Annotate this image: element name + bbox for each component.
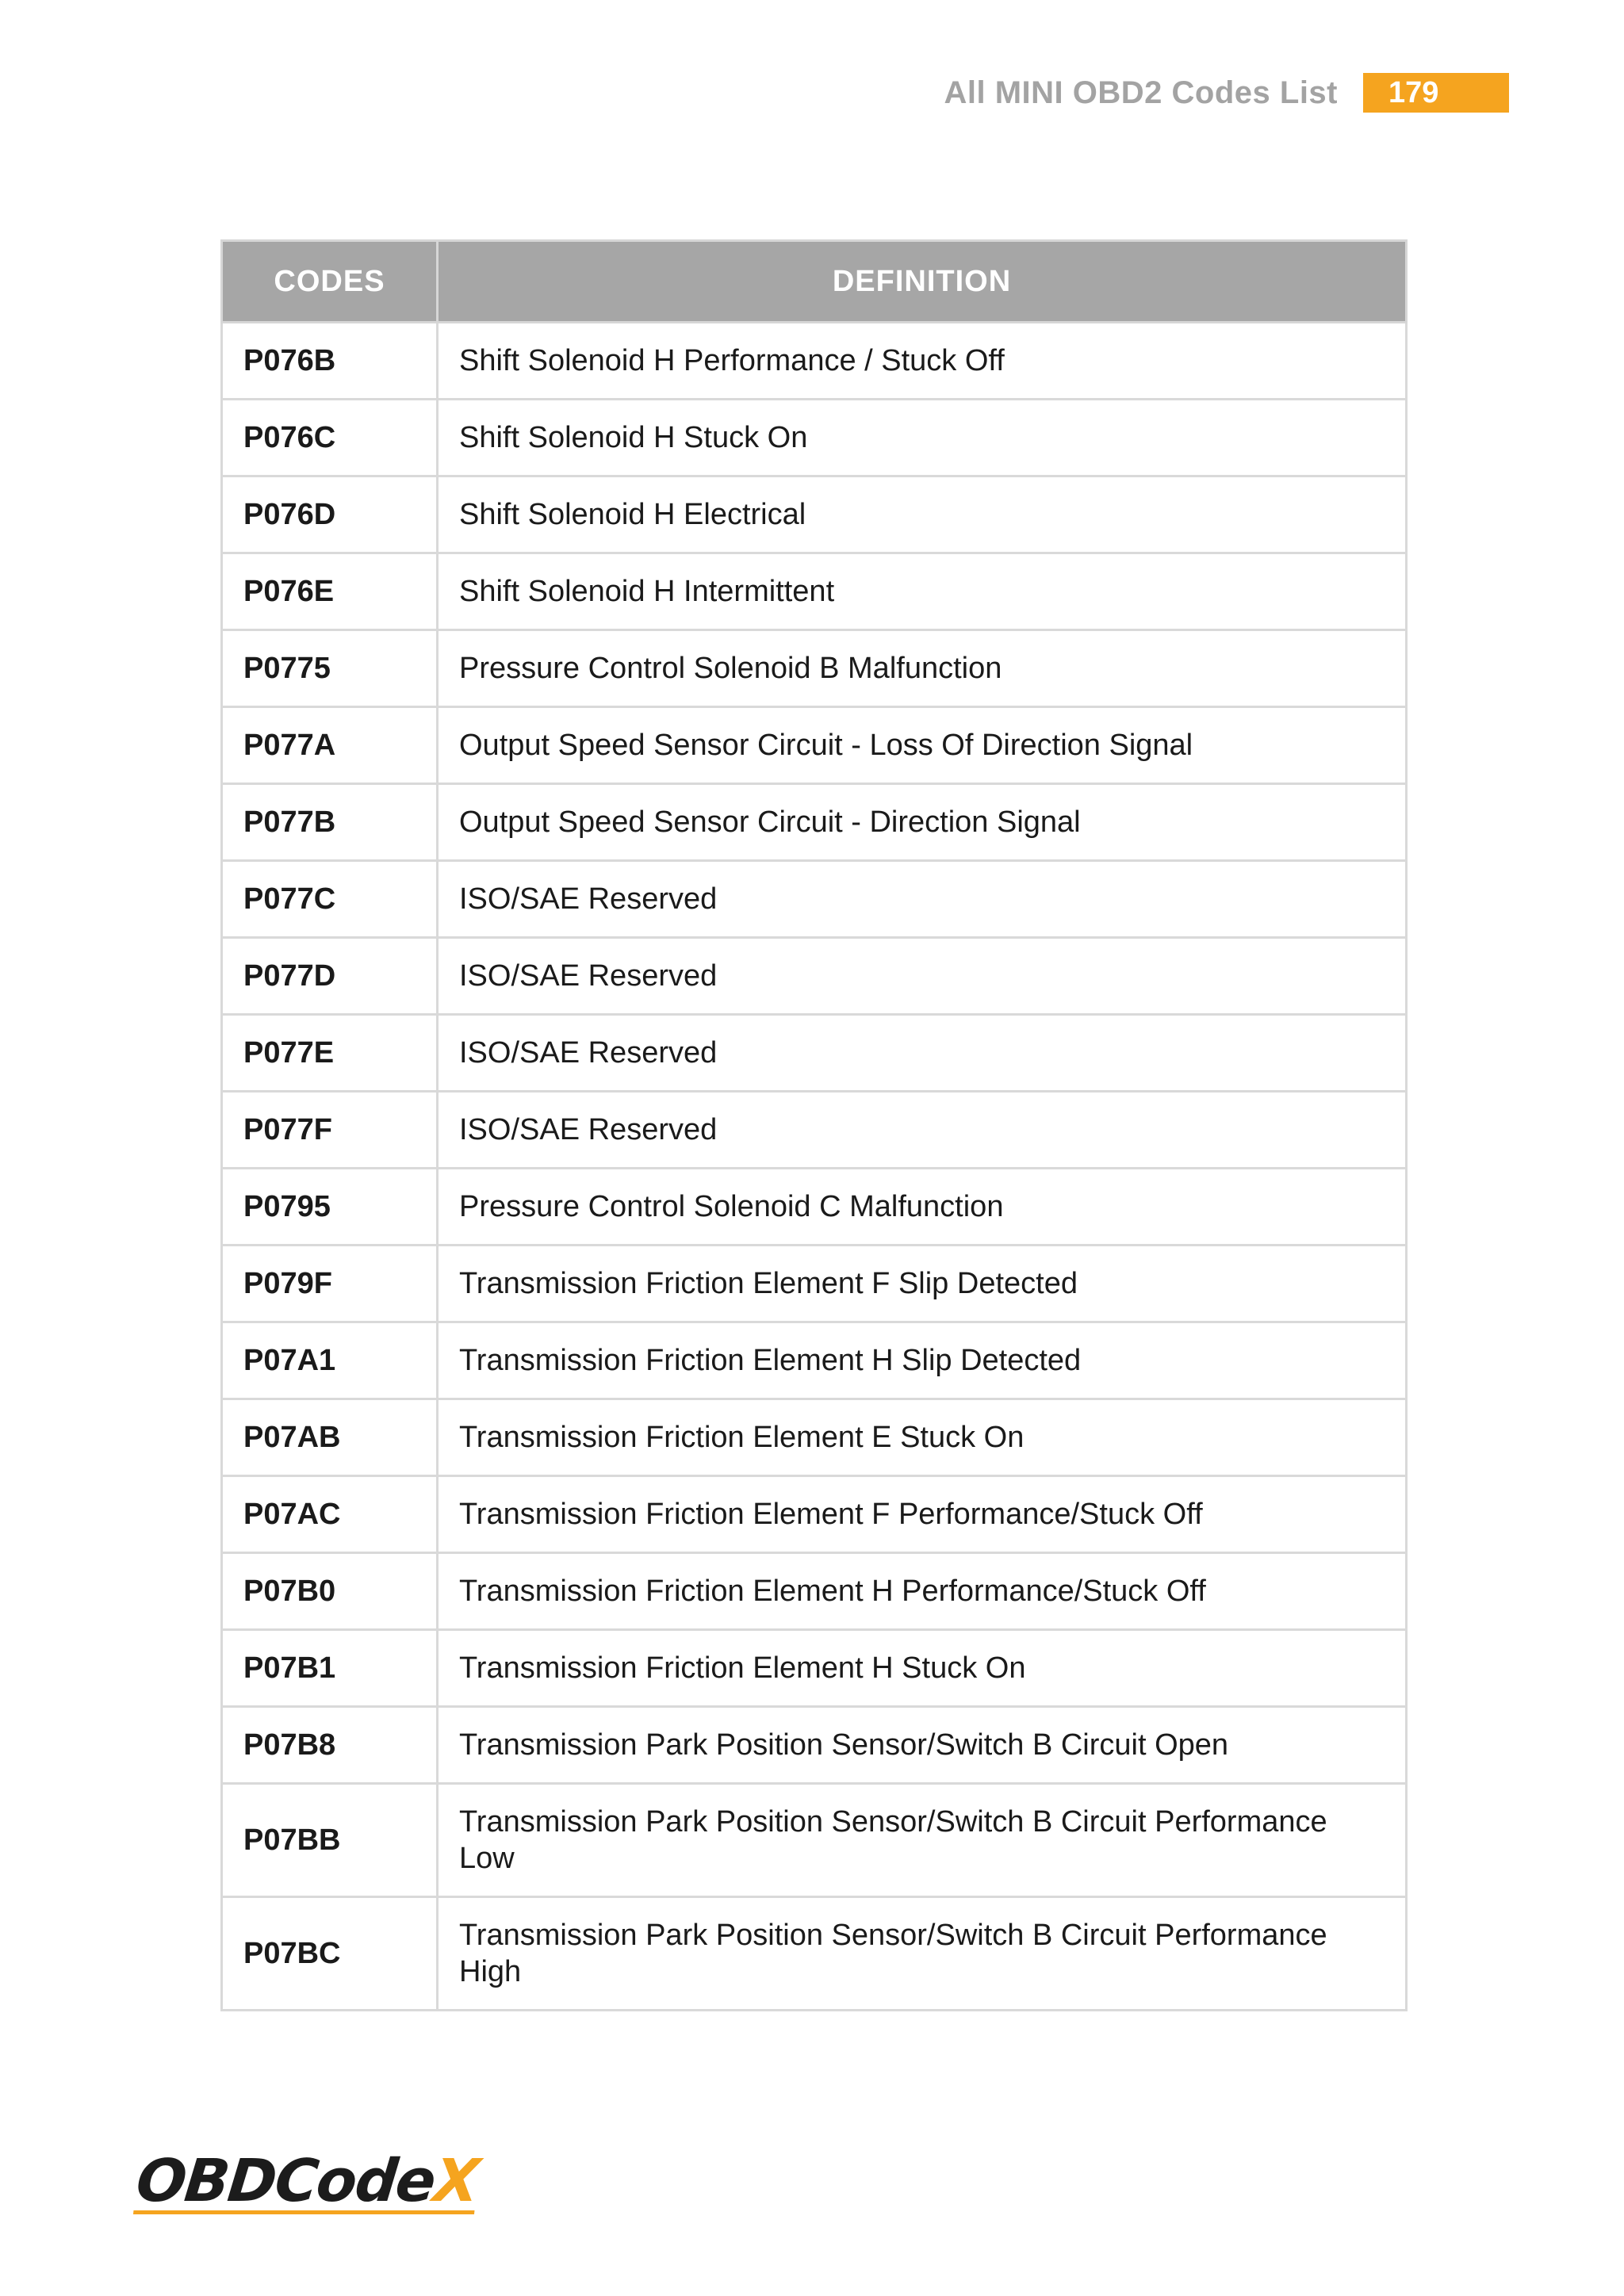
table-row — [222, 630, 1407, 707]
definition-cell: Output Speed Sensor Circuit - Direction Signal — [438, 784, 1407, 861]
table-row — [222, 1476, 1407, 1553]
table-row — [222, 1169, 1407, 1246]
page-header — [944, 73, 1510, 113]
definition-cell: Shift Solenoid H Intermittent — [438, 553, 1407, 630]
table-row — [222, 707, 1407, 784]
code-cell: P07BC — [222, 1897, 438, 2011]
code-cell: P07B0 — [222, 1553, 438, 1630]
table-row — [222, 1246, 1407, 1322]
table-row — [222, 323, 1407, 400]
code-cell: P076C — [222, 400, 438, 476]
definition-cell: Transmission Friction Element F Slip Detected — [438, 1246, 1407, 1322]
page-number-badge: 179 — [1363, 73, 1509, 113]
definition-cell: Shift Solenoid H Stuck On — [438, 400, 1407, 476]
code-cell: P07B8 — [222, 1707, 438, 1784]
definition-cell: Output Speed Sensor Circuit - Loss Of Direction Signal — [438, 707, 1407, 784]
code-cell: P076B — [222, 323, 438, 400]
code-cell: P07A1 — [222, 1322, 438, 1399]
definition-cell: ISO/SAE Reserved — [438, 861, 1407, 938]
code-cell: P077E — [222, 1015, 438, 1092]
code-cell: P0795 — [222, 1169, 438, 1246]
definition-cell: Transmission Friction Element H Slip Detected — [438, 1322, 1407, 1399]
logo-text: OBDCode — [132, 2147, 438, 2215]
definition-cell: Transmission Friction Element H Stuck On — [438, 1630, 1407, 1707]
table-row — [222, 861, 1407, 938]
code-cell: P07AC — [222, 1476, 438, 1553]
column-header-codes: CODES — [222, 241, 438, 323]
definition-cell: Transmission Friction Element E Stuck On — [438, 1399, 1407, 1476]
code-cell: P07B1 — [222, 1630, 438, 1707]
definition-cell: Transmission Friction Element H Performance/Stuck Off — [438, 1553, 1407, 1630]
definition-cell: Shift Solenoid H Electrical — [438, 476, 1407, 553]
code-cell: P07BB — [222, 1784, 438, 1897]
table-row — [222, 1015, 1407, 1092]
definition-cell: ISO/SAE Reserved — [438, 1015, 1407, 1092]
code-cell: P077A — [222, 707, 438, 784]
code-cell: P079F — [222, 1246, 438, 1322]
table-row — [222, 1399, 1407, 1476]
table-row — [222, 553, 1407, 630]
document-title: All MINI OBD2 Codes List — [944, 75, 1338, 110]
table-row — [222, 1707, 1407, 1784]
column-header-definition: DEFINITION — [438, 241, 1407, 323]
code-cell: P0775 — [222, 630, 438, 707]
obdcodex-logo — [132, 2147, 481, 2215]
definition-cell: Transmission Park Position Sensor/Switch B Circuit Performance Low — [438, 1784, 1407, 1897]
definition-cell: Pressure Control Solenoid B Malfunction — [438, 630, 1407, 707]
code-cell: P077D — [222, 938, 438, 1015]
table-row — [222, 1897, 1407, 2011]
codes-table — [220, 239, 1408, 2011]
definition-cell: Transmission Friction Element F Performance/Stuck Off — [438, 1476, 1407, 1553]
table-row — [222, 1630, 1407, 1707]
table-header-row — [222, 241, 1407, 323]
definition-cell: Transmission Park Position Sensor/Switch B Circuit Open — [438, 1707, 1407, 1784]
table-row — [222, 1322, 1407, 1399]
table-row — [222, 938, 1407, 1015]
code-cell: P077B — [222, 784, 438, 861]
code-cell: P076E — [222, 553, 438, 630]
code-cell: P07AB — [222, 1399, 438, 1476]
table-row — [222, 784, 1407, 861]
logo-accent-x: X — [430, 2147, 481, 2215]
definition-cell: Shift Solenoid H Performance / Stuck Off — [438, 323, 1407, 400]
table-row — [222, 1553, 1407, 1630]
table-row — [222, 1784, 1407, 1897]
code-cell: P076D — [222, 476, 438, 553]
definition-cell: Pressure Control Solenoid C Malfunction — [438, 1169, 1407, 1246]
code-cell: P077C — [222, 861, 438, 938]
definition-cell: ISO/SAE Reserved — [438, 1092, 1407, 1169]
table-row — [222, 400, 1407, 476]
code-cell: P077F — [222, 1092, 438, 1169]
definition-cell: Transmission Park Position Sensor/Switch B Circuit Performance High — [438, 1897, 1407, 2011]
table-row — [222, 1092, 1407, 1169]
table-row — [222, 476, 1407, 553]
definition-cell: ISO/SAE Reserved — [438, 938, 1407, 1015]
